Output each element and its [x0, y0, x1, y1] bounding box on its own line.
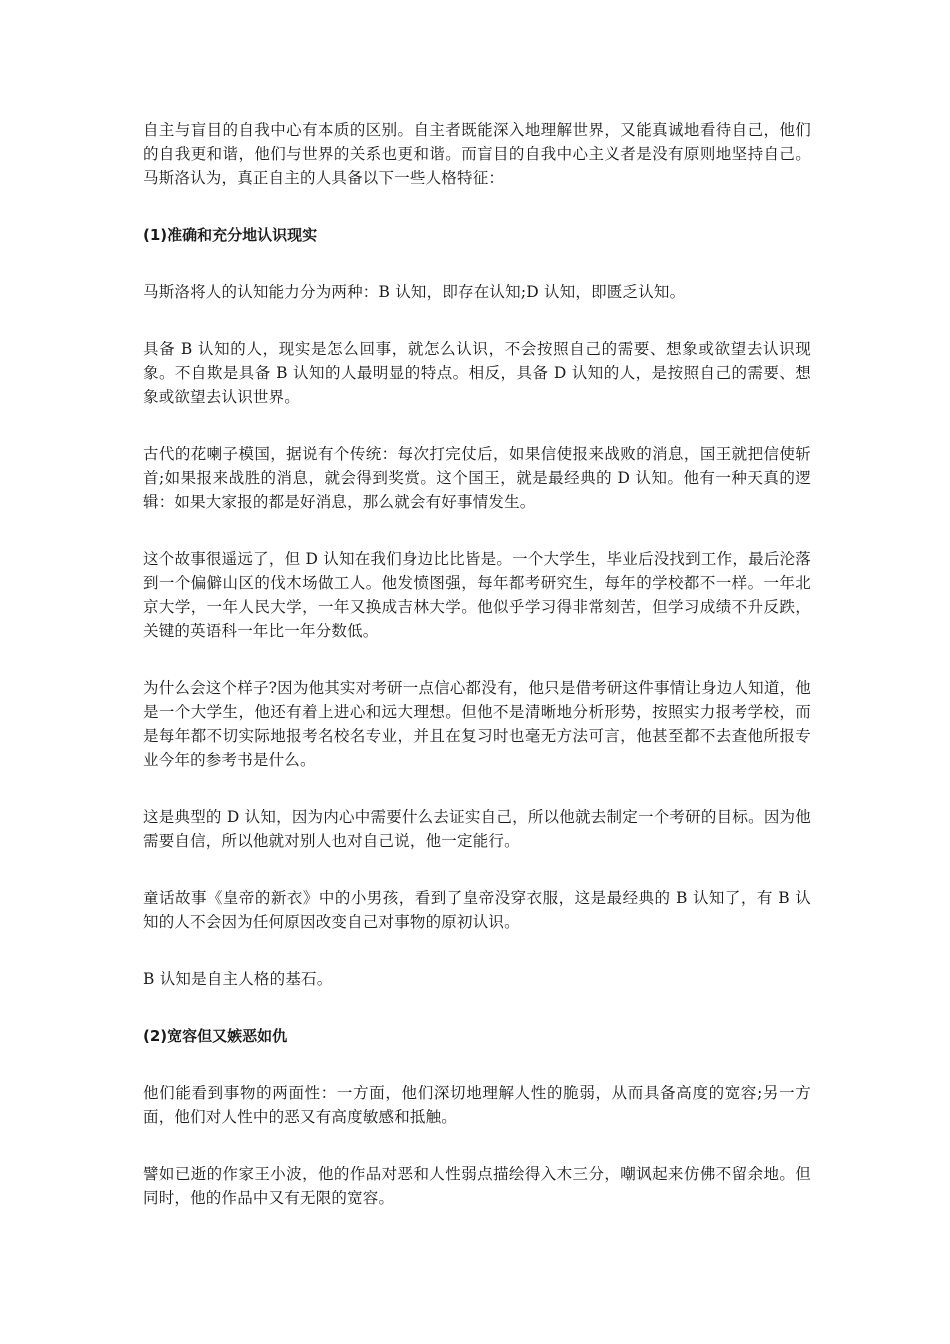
paragraph: 这个故事很遥远了，但 D 认知在我们身边比比皆是。一个大学生，毕业后没找到工作，最后沦落到一个偏僻山区的伐木场做工人。他发愤图强，每年都考研究生，每年的学校都不一样。一年北京大学，一年人民大学，一年又换成吉林大学。他似乎学习得非常刻苦，但学习成绩不升反跌，关键的英语科一年比一年分数低。 — [143, 550, 811, 640]
document-page — [143, 118, 811, 1243]
paragraph: 古代的花喇子模国，据说有个传统：每次打完仗后，如果信使报来战败的消息，国王就把信使斩首;如果报来战胜的消息，就会得到奖赏。这个国王，就是最经典的 D 认知。他有一种天真的逻辑：如果大家报的都是好消息，那么就会有好事情发生。 — [143, 445, 811, 511]
paragraph: 具备 B 认知的人，现实是怎么回事，就怎么认识，不会按照自己的需要、想象或欲望去认识现象。不自欺是具备 B 认知的人最明显的特点。相反，具备 D 认知的人，是按照自己的需要、想象或欲望去认识世界。 — [143, 340, 811, 406]
paragraph: 马斯洛将人的认知能力分为两种：B 认知，即存在认知;D 认知，即匮乏认知。 — [143, 283, 686, 301]
paragraph: 这是典型的 D 认知，因为内心中需要什么去证实自己，所以他就去制定一个考研的目标。因为他需要自信，所以他就对别人也对自己说，他一定能行。 — [143, 808, 811, 850]
paragraph: 他们能看到事物的两面性：一方面，他们深切地理解人性的脆弱，从而具备高度的宽容;另一方面，他们对人性中的恶又有高度敏感和抵触。 — [143, 1084, 811, 1126]
section-heading-1: (1)准确和充分地认识现实 — [143, 226, 318, 244]
paragraph: B 认知是自主人格的基石。 — [143, 970, 333, 988]
paragraph: 为什么会这个样子?因为他其实对考研一点信心都没有，他只是借考研这件事情让身边人知道，他是一个大学生，他还有着上进心和远大理想。但他不是清晰地分析形势，按照实力报考学校，而是每年都不切实际地报考名校名专业，并且在复习时也毫无方法可言，他甚至都不去查他所报专业今年的参考书是什么。 — [143, 679, 811, 769]
section-heading-2: (2)宽容但又嫉恶如仇 — [143, 1027, 288, 1045]
paragraph-intro: 自主与盲目的自我中心有本质的区别。自主者既能深入地理解世界，又能真诚地看待自己，他们的自我更和谐，他们与世界的关系也更和谐。而盲目的自我中心主义者是没有原则地坚持自己。马斯洛认为，真正自主的人具备以下一些人格特征： — [143, 121, 811, 187]
paragraph: 童话故事《皇帝的新衣》中的小男孩，看到了皇帝没穿衣服，这是最经典的 B 认知了，有 B 认知的人不会因为任何原因改变自己对事物的原初认识。 — [143, 889, 811, 931]
paragraph: 譬如已逝的作家王小波，他的作品对恶和人性弱点描绘得入木三分，嘲讽起来仿佛不留余地。但同时，他的作品中又有无限的宽容。 — [143, 1165, 811, 1207]
